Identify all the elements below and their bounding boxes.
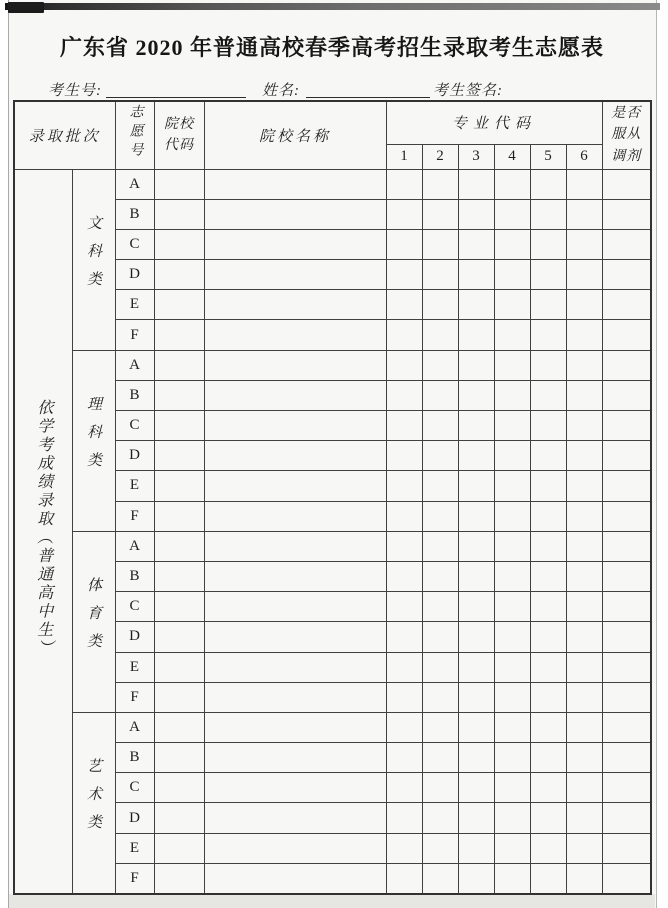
college-code-cell	[154, 833, 204, 863]
college-code-cell	[154, 712, 204, 742]
major-code-cell-5	[530, 320, 566, 350]
obey-cell	[602, 592, 651, 622]
obey-cell	[602, 169, 651, 199]
college-name-cell	[204, 592, 386, 622]
choice-letter-cell: B	[115, 743, 154, 773]
category-vertical-text: 理科类	[85, 396, 101, 481]
choice-letter-cell: F	[115, 682, 154, 712]
choice-letter-cell: A	[115, 350, 154, 380]
major-code-cell-4	[494, 411, 530, 441]
table-row	[14, 712, 651, 742]
major-code-cell-4	[494, 199, 530, 229]
major-code-cell-5	[530, 260, 566, 290]
major-code-cell-5	[530, 712, 566, 742]
major-code-cell-2	[422, 169, 458, 199]
college-name-cell	[204, 833, 386, 863]
major-code-cell-3	[458, 531, 494, 561]
choice-letter-cell: D	[115, 441, 154, 471]
major-code-cell-1	[386, 531, 422, 561]
college-code-cell	[154, 682, 204, 712]
major-code-cell-2	[422, 350, 458, 380]
major-code-cell-1	[386, 592, 422, 622]
choice-letter-cell: C	[115, 592, 154, 622]
major-code-cell-3	[458, 592, 494, 622]
header-major-code: 专业代码	[386, 101, 602, 144]
major-code-cell-3	[458, 471, 494, 501]
major-code-cell-6	[566, 622, 602, 652]
obey-cell	[602, 199, 651, 229]
choice-letter-cell: D	[115, 622, 154, 652]
major-code-cell-6	[566, 743, 602, 773]
major-code-cell-5	[530, 652, 566, 682]
major-code-cell-6	[566, 441, 602, 471]
major-code-cell-4	[494, 350, 530, 380]
major-code-cell-4	[494, 380, 530, 410]
major-code-cell-1	[386, 803, 422, 833]
major-code-cell-5	[530, 531, 566, 561]
college-code-cell	[154, 380, 204, 410]
major-code-cell-2	[422, 682, 458, 712]
category-cell-science	[72, 350, 115, 531]
major-code-cell-3	[458, 199, 494, 229]
obey-cell	[602, 682, 651, 712]
obey-cell	[602, 229, 651, 259]
major-code-cell-4	[494, 652, 530, 682]
obey-cell	[602, 712, 651, 742]
college-name-cell	[204, 652, 386, 682]
obey-cell	[602, 531, 651, 561]
major-code-cell-1	[386, 652, 422, 682]
major-code-cell-1	[386, 501, 422, 531]
category-vertical-text: 文科类	[85, 215, 101, 300]
category-cell-pe	[72, 531, 115, 712]
major-code-cell-1	[386, 471, 422, 501]
obey-cell	[602, 773, 651, 803]
major-code-cell-2	[422, 743, 458, 773]
choice-letter-cell: A	[115, 169, 154, 199]
major-code-cell-6	[566, 531, 602, 561]
major-code-cell-3	[458, 622, 494, 652]
major-code-cell-5	[530, 169, 566, 199]
major-code-cell-2	[422, 380, 458, 410]
header-major-col-3: 3	[458, 144, 494, 169]
major-code-cell-5	[530, 743, 566, 773]
obey-cell	[602, 350, 651, 380]
major-code-cell-4	[494, 169, 530, 199]
major-code-cell-1	[386, 833, 422, 863]
major-code-cell-4	[494, 682, 530, 712]
college-name-cell	[204, 320, 386, 350]
major-code-cell-1	[386, 169, 422, 199]
major-code-cell-1	[386, 290, 422, 320]
major-code-cell-6	[566, 863, 602, 893]
major-code-cell-5	[530, 592, 566, 622]
choice-letter-cell: E	[115, 833, 154, 863]
major-code-cell-2	[422, 531, 458, 561]
major-code-cell-1	[386, 743, 422, 773]
major-code-cell-6	[566, 833, 602, 863]
choice-letter-cell: A	[115, 712, 154, 742]
obey-cell	[602, 411, 651, 441]
college-code-text: 院校代码	[164, 116, 194, 154]
scan-corner-artifact	[8, 2, 44, 13]
major-code-cell-3	[458, 743, 494, 773]
college-code-cell	[154, 743, 204, 773]
major-code-cell-2	[422, 290, 458, 320]
signature-label: 考生签名:	[433, 83, 503, 99]
header-major-col-4: 4	[494, 144, 530, 169]
college-name-cell	[204, 169, 386, 199]
college-name-cell	[204, 471, 386, 501]
candidate-number-label: 考生号:	[48, 83, 102, 99]
major-code-cell-1	[386, 561, 422, 591]
major-code-cell-5	[530, 773, 566, 803]
obey-adjustment-text: 是否服从调剂	[611, 105, 642, 165]
major-code-cell-2	[422, 652, 458, 682]
major-code-cell-3	[458, 863, 494, 893]
major-code-cell-3	[458, 350, 494, 380]
college-name-cell	[204, 712, 386, 742]
header-major-col-5: 5	[530, 144, 566, 169]
college-name-cell	[204, 290, 386, 320]
college-code-cell	[154, 441, 204, 471]
header-college-name: 院校名称	[204, 101, 386, 169]
major-code-cell-6	[566, 350, 602, 380]
choice-letter-cell: C	[115, 773, 154, 803]
major-code-cell-6	[566, 290, 602, 320]
major-code-cell-6	[566, 411, 602, 441]
major-code-cell-3	[458, 441, 494, 471]
major-code-cell-2	[422, 863, 458, 893]
major-code-cell-2	[422, 229, 458, 259]
major-code-cell-2	[422, 501, 458, 531]
major-code-cell-6	[566, 652, 602, 682]
college-name-cell	[204, 743, 386, 773]
college-code-cell	[154, 199, 204, 229]
obey-cell	[602, 501, 651, 531]
major-code-cell-3	[458, 169, 494, 199]
major-code-cell-6	[566, 592, 602, 622]
obey-cell	[602, 803, 651, 833]
major-code-cell-4	[494, 320, 530, 350]
major-code-cell-5	[530, 863, 566, 893]
major-code-cell-2	[422, 773, 458, 803]
obey-cell	[602, 380, 651, 410]
obey-cell	[602, 441, 651, 471]
college-code-cell	[154, 169, 204, 199]
table-row	[14, 169, 651, 199]
college-name-cell	[204, 622, 386, 652]
header-major-col-2: 2	[422, 144, 458, 169]
choice-letter-cell: C	[115, 411, 154, 441]
major-code-cell-6	[566, 803, 602, 833]
major-code-cell-4	[494, 471, 530, 501]
major-code-cell-3	[458, 320, 494, 350]
major-code-cell-4	[494, 561, 530, 591]
major-code-cell-6	[566, 169, 602, 199]
major-code-cell-1	[386, 411, 422, 441]
college-code-cell	[154, 501, 204, 531]
major-code-cell-4	[494, 441, 530, 471]
major-code-cell-5	[530, 561, 566, 591]
major-code-cell-2	[422, 561, 458, 591]
batch-cell	[14, 169, 72, 894]
major-code-cell-2	[422, 471, 458, 501]
choice-letter-cell: F	[115, 501, 154, 531]
candidate-number-blank	[106, 80, 246, 98]
choice-letter-cell: E	[115, 652, 154, 682]
major-code-cell-5	[530, 229, 566, 259]
category-vertical-text: 艺术类	[85, 758, 101, 843]
header-major-col-6: 6	[566, 144, 602, 169]
obey-cell	[602, 290, 651, 320]
major-code-cell-2	[422, 712, 458, 742]
header-obey-adjustment	[602, 101, 651, 169]
college-name-cell	[204, 229, 386, 259]
college-name-cell	[204, 682, 386, 712]
major-code-cell-5	[530, 290, 566, 320]
college-code-cell	[154, 229, 204, 259]
scan-edge-artifact	[5, 3, 660, 10]
major-code-cell-3	[458, 652, 494, 682]
major-code-cell-5	[530, 803, 566, 833]
major-code-cell-1	[386, 773, 422, 803]
major-code-cell-4	[494, 863, 530, 893]
major-code-cell-1	[386, 350, 422, 380]
major-code-cell-6	[566, 320, 602, 350]
category-cell-liberal-arts	[72, 169, 115, 350]
college-code-cell	[154, 531, 204, 561]
college-name-cell	[204, 380, 386, 410]
major-code-cell-3	[458, 411, 494, 441]
major-code-cell-3	[458, 260, 494, 290]
major-code-cell-2	[422, 260, 458, 290]
college-name-cell	[204, 531, 386, 561]
major-code-cell-6	[566, 501, 602, 531]
college-code-cell	[154, 561, 204, 591]
major-code-cell-6	[566, 471, 602, 501]
major-code-cell-5	[530, 471, 566, 501]
major-code-cell-6	[566, 682, 602, 712]
major-code-cell-3	[458, 803, 494, 833]
major-code-cell-4	[494, 290, 530, 320]
college-name-cell	[204, 561, 386, 591]
college-name-cell	[204, 350, 386, 380]
choice-number-vertical-text: 志愿号	[127, 104, 143, 162]
major-code-cell-4	[494, 833, 530, 863]
table-row	[14, 531, 651, 561]
college-name-cell	[204, 773, 386, 803]
college-code-cell	[154, 471, 204, 501]
college-code-cell	[154, 411, 204, 441]
obey-cell	[602, 260, 651, 290]
header-choice-number	[115, 101, 154, 169]
batch-vertical-text: 依学考成绩录取（普通高中生）	[34, 399, 52, 658]
choice-letter-cell: B	[115, 199, 154, 229]
major-code-cell-3	[458, 773, 494, 803]
major-code-cell-3	[458, 229, 494, 259]
header-admission-batch: 录取批次	[14, 101, 115, 169]
major-code-cell-6	[566, 260, 602, 290]
major-code-cell-4	[494, 531, 530, 561]
obey-cell	[602, 561, 651, 591]
college-code-cell	[154, 350, 204, 380]
obey-cell	[602, 622, 651, 652]
category-cell-art	[72, 712, 115, 893]
table-row	[14, 350, 651, 380]
major-code-cell-5	[530, 682, 566, 712]
major-code-cell-4	[494, 260, 530, 290]
choice-letter-cell: F	[115, 320, 154, 350]
major-code-cell-5	[530, 350, 566, 380]
major-code-cell-1	[386, 199, 422, 229]
choice-letter-cell: E	[115, 290, 154, 320]
college-code-cell	[154, 260, 204, 290]
major-code-cell-3	[458, 833, 494, 863]
obey-cell	[602, 320, 651, 350]
major-code-cell-1	[386, 260, 422, 290]
category-vertical-text: 体育类	[85, 577, 101, 662]
college-code-cell	[154, 803, 204, 833]
major-code-cell-2	[422, 803, 458, 833]
major-code-cell-4	[494, 803, 530, 833]
choice-letter-cell: A	[115, 531, 154, 561]
major-code-cell-6	[566, 380, 602, 410]
application-table	[13, 100, 652, 895]
major-code-cell-5	[530, 411, 566, 441]
college-name-cell	[204, 803, 386, 833]
college-code-cell	[154, 652, 204, 682]
major-code-cell-2	[422, 441, 458, 471]
major-code-cell-6	[566, 773, 602, 803]
major-code-cell-4	[494, 773, 530, 803]
choice-letter-cell: C	[115, 229, 154, 259]
major-code-cell-4	[494, 229, 530, 259]
college-code-cell	[154, 773, 204, 803]
major-code-cell-3	[458, 712, 494, 742]
major-code-cell-4	[494, 743, 530, 773]
major-code-cell-5	[530, 199, 566, 229]
major-code-cell-6	[566, 712, 602, 742]
obey-cell	[602, 471, 651, 501]
major-code-cell-4	[494, 622, 530, 652]
major-code-cell-1	[386, 682, 422, 712]
major-code-cell-1	[386, 229, 422, 259]
major-code-cell-2	[422, 320, 458, 350]
obey-cell	[602, 743, 651, 773]
major-code-cell-5	[530, 501, 566, 531]
choice-letter-cell: B	[115, 561, 154, 591]
college-name-cell	[204, 411, 386, 441]
college-code-cell	[154, 622, 204, 652]
major-code-cell-1	[386, 712, 422, 742]
college-code-cell	[154, 320, 204, 350]
header-row-1	[14, 101, 651, 144]
major-code-cell-3	[458, 682, 494, 712]
college-name-cell	[204, 260, 386, 290]
college-name-cell	[204, 199, 386, 229]
major-code-cell-1	[386, 441, 422, 471]
major-code-cell-3	[458, 290, 494, 320]
major-code-cell-4	[494, 712, 530, 742]
header-college-code	[154, 101, 204, 169]
name-label: 姓名:	[262, 83, 300, 99]
page-title: 广东省 2020 年普通高校春季高考招生录取考生志愿表	[59, 35, 604, 60]
major-code-cell-2	[422, 411, 458, 441]
major-code-cell-2	[422, 622, 458, 652]
page-bottom-shading	[9, 894, 655, 908]
major-code-cell-5	[530, 441, 566, 471]
major-code-cell-2	[422, 833, 458, 863]
choice-letter-cell: F	[115, 863, 154, 893]
name-blank	[306, 80, 430, 98]
major-code-cell-1	[386, 622, 422, 652]
major-code-cell-1	[386, 380, 422, 410]
major-code-cell-6	[566, 229, 602, 259]
choice-letter-cell: D	[115, 260, 154, 290]
college-name-cell	[204, 501, 386, 531]
college-name-cell	[204, 863, 386, 893]
major-code-cell-1	[386, 320, 422, 350]
header-major-col-1: 1	[386, 144, 422, 169]
college-code-cell	[154, 592, 204, 622]
major-code-cell-5	[530, 380, 566, 410]
choice-letter-cell: B	[115, 380, 154, 410]
major-code-cell-3	[458, 501, 494, 531]
major-code-cell-3	[458, 380, 494, 410]
college-name-cell	[204, 441, 386, 471]
major-code-cell-2	[422, 592, 458, 622]
college-code-cell	[154, 863, 204, 893]
major-code-cell-2	[422, 199, 458, 229]
major-code-cell-5	[530, 622, 566, 652]
major-code-cell-1	[386, 863, 422, 893]
obey-cell	[602, 863, 651, 893]
major-code-cell-4	[494, 501, 530, 531]
choice-letter-cell: D	[115, 803, 154, 833]
obey-cell	[602, 652, 651, 682]
major-code-cell-6	[566, 561, 602, 591]
major-code-cell-5	[530, 833, 566, 863]
obey-cell	[602, 833, 651, 863]
major-code-cell-6	[566, 199, 602, 229]
major-code-cell-3	[458, 561, 494, 591]
major-code-cell-4	[494, 592, 530, 622]
college-code-cell	[154, 290, 204, 320]
choice-letter-cell: E	[115, 471, 154, 501]
